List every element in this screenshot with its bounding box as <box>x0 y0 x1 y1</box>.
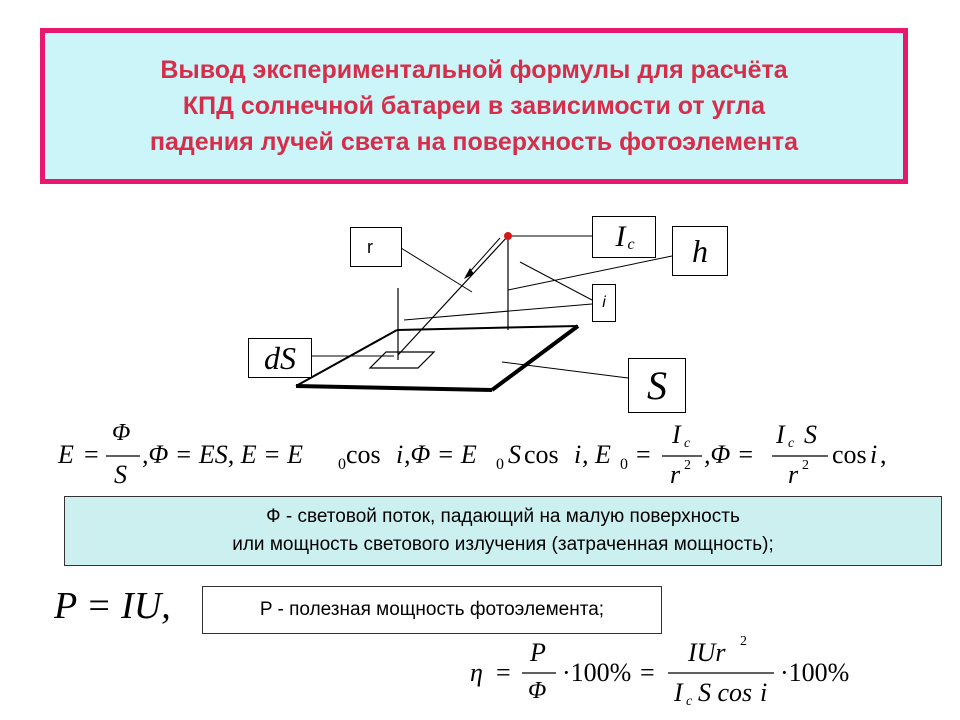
f1-Ic1sub: c <box>684 436 691 451</box>
f3-mult2: ·100% <box>780 658 850 687</box>
f1-seg8: cos <box>832 440 867 469</box>
f3-denIsub: c <box>686 694 693 709</box>
f3-eta: η <box>470 658 483 687</box>
useful-power-text: P - полезная мощность фотоэлемента; <box>259 599 605 620</box>
f3-eq2: = <box>640 658 655 687</box>
f1-eq2: = <box>636 440 651 469</box>
f1-IcS: I <box>776 420 785 449</box>
f3-denRest: S cos <box>698 678 753 707</box>
f1-sub0b: 0 <box>496 456 504 473</box>
flux-definition-line-2: или мощность светового излучения (затраченная мощность); <box>232 534 774 555</box>
f1-r2asup: 2 <box>684 458 691 473</box>
flux-definition-line-1: Ф - световой поток, падающий на малую поверхность <box>266 506 740 527</box>
f3-Phi: Φ <box>528 678 547 704</box>
label-h: h <box>692 232 708 269</box>
f3-eq1: = <box>496 658 511 687</box>
label-r: r <box>367 236 373 257</box>
f1-seg4: S <box>508 440 521 469</box>
f1-S: S <box>114 460 127 489</box>
f1-r2b: r <box>788 460 799 489</box>
label-S: S <box>647 363 667 408</box>
f3-numsup: 2 <box>740 634 747 649</box>
f1-IcSS: S <box>804 420 817 449</box>
f1-eq: = <box>84 440 99 469</box>
f1-seg7: ,Φ = <box>704 440 755 469</box>
f1-IcSsub: c <box>788 436 795 451</box>
f3-mult1: ·100% <box>562 658 632 687</box>
f1-seg6: , E <box>582 440 611 469</box>
f1-sub0c: 0 <box>620 456 628 473</box>
title-line-3: падения лучей света на поверхность фотоэлемента <box>149 128 799 156</box>
f3-denI: I <box>674 678 683 707</box>
f1-sub0a: 0 <box>338 456 346 473</box>
title-line-2: КПД солнечной батареи в зависимости от угла <box>182 92 766 120</box>
label-Ic: I <box>615 220 626 253</box>
f1-E: E <box>58 440 74 469</box>
label-Ic-sub: c <box>627 236 635 253</box>
f1-seg2: cos <box>346 440 381 469</box>
f1-r2a: r <box>670 460 681 489</box>
f1-seg1: ,Φ = ES, E = E <box>142 440 304 469</box>
f1-r2bsup: 2 <box>802 458 809 473</box>
f1-Ic1: I <box>672 420 681 449</box>
title-line-1: Вывод экспериментальной формулы для расчёта <box>160 56 788 84</box>
f1-seg3: ,Φ = E <box>404 440 477 469</box>
f1-seg8i: i <box>870 440 878 469</box>
f1-Phi: Φ <box>112 420 131 446</box>
f3-deni: i <box>760 678 768 707</box>
formula-power: P = IU, <box>54 585 171 627</box>
f1-seg5: cos <box>524 440 559 469</box>
f3-P: P <box>530 638 546 667</box>
f1-seg5i: i <box>574 440 582 469</box>
f3-num: IUr <box>688 638 726 667</box>
f1-seg8end: , <box>880 440 887 469</box>
label-dS: dS <box>264 339 296 376</box>
label-i: i <box>602 294 606 311</box>
f1-seg2i: i <box>396 440 404 469</box>
